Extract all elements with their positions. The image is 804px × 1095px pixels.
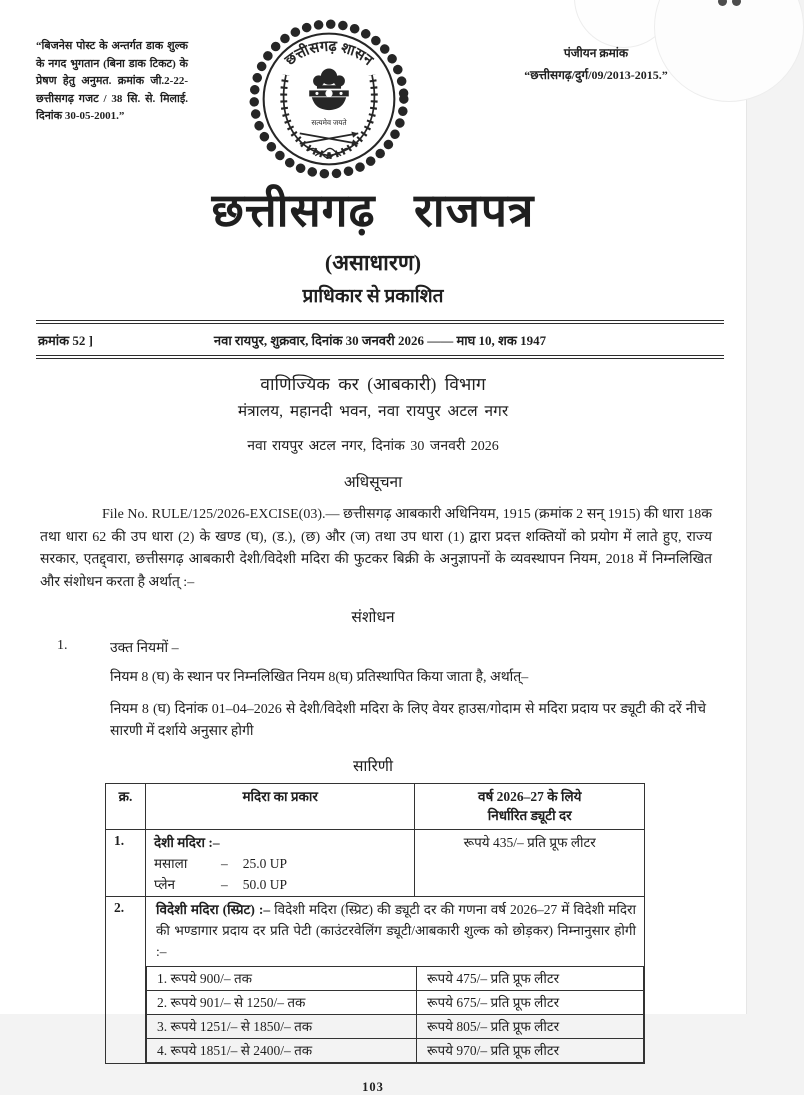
slab-range: 3. रूपये 1251/– से 1850/– तक bbox=[146, 1014, 416, 1038]
registration-label: पंजीयन क्रमांक bbox=[563, 46, 629, 60]
row1-variant bbox=[154, 875, 406, 893]
slab-rate: रूपये 970/– प्रति प्रूफ लीटर bbox=[416, 1038, 643, 1062]
header-liquor-type: मदिरा का प्रकार bbox=[145, 783, 414, 829]
variant-name: प्लेन bbox=[153, 876, 176, 892]
amendment-clause-1: नियम 8 (घ) के स्थान पर निम्नलिखित नियम 8(घ) प्रतिस्थापित किया जाता है, अर्थात्– bbox=[110, 669, 529, 685]
gazette-title: छत्तीसगढ़ राजपत्र bbox=[211, 185, 535, 236]
page-number: 103 bbox=[362, 1079, 384, 1094]
slab-range: 1. रूपये 900/– तक bbox=[146, 966, 416, 990]
duty-table-wrap bbox=[105, 783, 746, 1064]
slab-row bbox=[146, 990, 643, 1014]
variant-value: 50.0 UP bbox=[242, 876, 287, 892]
variant-value: 25.0 UP bbox=[242, 855, 287, 871]
row2-serial: 2. bbox=[106, 896, 146, 1063]
ashoka-capital-icon bbox=[309, 68, 349, 110]
slab-rate: रूपये 675/– प्रति प्रूफ लीटर bbox=[416, 990, 643, 1014]
slab-row bbox=[146, 1014, 643, 1038]
row2-intro bbox=[146, 897, 644, 966]
row1-serial: 1. bbox=[106, 829, 146, 896]
department-address: मंत्रालय, महानदी भवन, नवा रायपुर अटल नगर bbox=[237, 402, 509, 420]
header-duty-rate-line1: वर्ष 2026–27 के लिये bbox=[477, 788, 582, 804]
row2-lead: विदेशी मदिरा (स्प्रिट) :– bbox=[155, 901, 271, 917]
issue-number: क्रमांक 52 ] bbox=[38, 332, 93, 348]
postal-permission-note: “बिजनेस पोस्ट के अन्तर्गत डाक शुल्क के नगद भुगतान (बिना डाक टिकट) के प्रेषण हेतु अनुमत. क्रमांक जी.2-22-छत्तीसगढ़ गजट / 38 सि. से. मिलाई. दिनांक 30-05-2001.” bbox=[36, 40, 188, 123]
header-serial: क्र. bbox=[106, 783, 146, 829]
masthead bbox=[0, 185, 746, 308]
table-header-row bbox=[106, 783, 645, 829]
variant-dash: – bbox=[220, 855, 228, 871]
crossed-arrows-icon bbox=[300, 132, 358, 146]
table-heading: सारिणी bbox=[352, 757, 394, 775]
row2-content-cell bbox=[145, 896, 644, 1063]
emblem-motto: सत्यमेव जयते bbox=[311, 117, 347, 127]
item-number: 1. bbox=[57, 637, 68, 653]
amendment-heading: संशोधन bbox=[351, 608, 395, 626]
issue-date-line: नवा रायपुर, शुक्रवार, दिनांक 30 जनवरी 2026 —— माघ 10, शक 1947 bbox=[213, 332, 547, 348]
slab-row bbox=[146, 1038, 643, 1062]
row1-rate: रूपये 435/– प्रति प्रूफ लीटर bbox=[415, 829, 645, 896]
state-emblem bbox=[188, 13, 470, 185]
double-rule-bottom bbox=[36, 355, 724, 359]
table-row bbox=[106, 896, 645, 1063]
amendment-clause-2: नियम 8 (घ) दिनांक 01–04–2026 से देशी/विदेशी मदिरा के लिए वेयर हाउस/गोदाम से मदिरा प्रदाय पर ड्यूटी की दरें नीचे सारणी में दर्शाये अनुसार होगी bbox=[110, 701, 706, 740]
emblem-top-text: छत्तीसगढ़ शासन bbox=[282, 38, 376, 69]
slab-range: 4. रूपये 1851/– से 2400/– तक bbox=[146, 1038, 416, 1062]
row1-variant bbox=[154, 854, 406, 872]
registration-number: “छत्तीसगढ़/दुर्ग/09/2013-2015.” bbox=[524, 67, 668, 82]
slab-row bbox=[146, 966, 643, 990]
registration-block bbox=[470, 43, 722, 185]
variant-name: मसाला bbox=[153, 855, 188, 871]
row1-type-cell bbox=[145, 829, 414, 896]
table-row bbox=[106, 829, 645, 896]
place-date-line: नवा रायपुर अटल नगर, दिनांक 30 जनवरी 2026 bbox=[247, 438, 499, 454]
chhattisgarh-emblem-icon bbox=[243, 13, 415, 185]
slab-range: 2. रूपये 901/– से 1250/– तक bbox=[146, 990, 416, 1014]
price-slab-table bbox=[146, 966, 644, 1063]
issue-line bbox=[36, 324, 724, 355]
duty-rate-table bbox=[105, 783, 645, 1064]
gazette-header bbox=[0, 0, 746, 185]
amendment-item bbox=[0, 638, 746, 657]
slab-rate: रूपये 805/– प्रति प्रूफ लीटर bbox=[416, 1014, 643, 1038]
item-text: उक्त नियमों – bbox=[110, 640, 179, 656]
notification-body: File No. RULE/125/2026-EXCISE(03).— छत्तीसगढ़ आबकारी अधिनियम, 1915 (क्रमांक 2 सन् 1915) की धारा 18क तथा धारा 62 की उप धारा (2) के खण्ड (घ), (ड.), (छ) और (ज) तथा उप धारा (1) द्वारा प्रदत्त शक्तियों को प्रयोग में लाते हुए, राज्य सरकार, एतद्द्वारा, छत्तीसगढ़ आबकारी देशी/विदेशी मदिरा की फुटकर बिक्री के अनुज्ञापनों के व्यवस्थापन नियम, 2018 में निम्नलिखित और संशोधन करता है अर्थात् :– bbox=[40, 506, 712, 590]
published-by-line: प्राधिकार से प्रकाशित bbox=[302, 285, 444, 307]
header-duty-rate-line2: निर्धारित ड्यूटी दर bbox=[487, 808, 572, 824]
row2-intro-text: विदेशी मदिरा (स्प्रिट) की ड्यूटी दर की गणना वर्ष 2026–27 में विदेशी मदिरा की भण्डागार प्रदाय दर प्रति पेटी (काउंटरवेलिंग ड्यूटी/आबकारी शुल्क को छोड़कर) निम्नानुसार होगी :– bbox=[155, 901, 637, 959]
department-name: वाणिज्यिक कर (आबकारी) विभाग bbox=[260, 373, 486, 394]
header-duty-rate bbox=[415, 783, 645, 829]
issue-band bbox=[0, 320, 746, 359]
overlay-dots-icon bbox=[718, 0, 741, 6]
row1-title: देशी मदिरा :– bbox=[153, 834, 220, 850]
variant-dash: – bbox=[220, 876, 228, 892]
gazette-subtitle: (असाधारण) bbox=[324, 249, 422, 275]
notification-heading: अधिसूचना bbox=[343, 473, 403, 491]
slab-rate: रूपये 475/– प्रति प्रूफ लीटर bbox=[416, 966, 643, 990]
